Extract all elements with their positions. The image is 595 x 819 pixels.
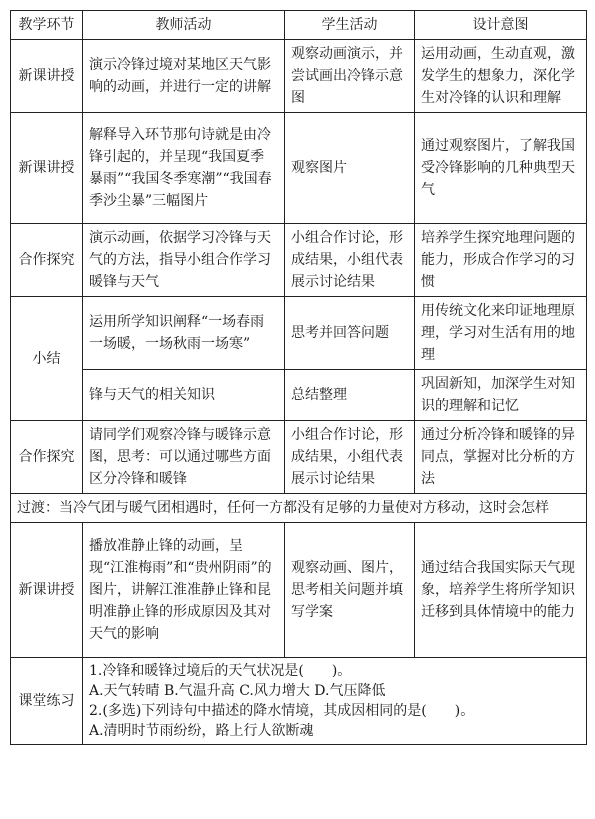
- teacher-cell: 运用所学知识阐释“一场春雨一场暖，一场秋雨一场寒”: [83, 297, 285, 370]
- teacher-cell: 演示冷锋过境对某地区天气影响的动画，并进行一定的讲解: [83, 40, 285, 113]
- phase-cell: 合作探究: [11, 224, 83, 297]
- phase-cell: 新课讲授: [11, 40, 83, 113]
- exercise-line: 1.冷锋和暖锋过境后的天气状况是( )。: [89, 663, 352, 679]
- table-row: [11, 297, 587, 370]
- teacher-cell: 播放准静止锋的动画，呈现“江淮梅雨”和“贵州阴雨”的图片，讲解江淮准静止锋和昆明准静止锋的形成原因及其对天气的影响: [83, 523, 285, 658]
- table-row: [11, 370, 587, 421]
- lesson-plan-table: [10, 10, 587, 745]
- exercise-line: 2.(多选)下列诗句中描述的降水情境，其成因相同的是( )。: [89, 703, 475, 719]
- phase-cell: 新课讲授: [11, 523, 83, 658]
- teacher-cell: 解释导入环节那句诗就是由冷锋引起的，并呈现“我国夏季暴雨”“我国冬季寒潮”“我国春季沙尘暴”三幅图片: [83, 113, 285, 224]
- table-row: [11, 421, 587, 494]
- table-row: [11, 40, 587, 113]
- intent-cell: 通过结合我国实际天气现象，培养学生将所学知识迁移到具体情境中的能力: [415, 523, 587, 658]
- intent-cell: 巩固新知，加深学生对知识的理解和记忆: [415, 370, 587, 421]
- student-cell: 思考并回答问题: [285, 297, 415, 370]
- intent-cell: 通过观察图片，了解我国受冷锋影响的几种典型天气: [415, 113, 587, 224]
- phase-cell: 合作探究: [11, 421, 83, 494]
- teacher-cell: 演示动画，依据学习冷锋与天气的方法，指导小组合作学习暖锋与天气: [83, 224, 285, 297]
- intent-cell: 用传统文化来印证地理原理，学习对生活有用的地理: [415, 297, 587, 370]
- intent-cell: 通过分析冷锋和暖锋的异同点，掌握对比分析的方法: [415, 421, 587, 494]
- intent-cell: 运用动画，生动直观，激发学生的想象力，深化学生对冷锋的认识和理解: [415, 40, 587, 113]
- phase-cell: 课堂练习: [11, 658, 83, 745]
- exercise-line: A.清明时节雨纷纷，路上行人欲断魂: [89, 723, 314, 739]
- header-row: [11, 11, 587, 40]
- table-row: [11, 224, 587, 297]
- student-cell: 观察动画、图片，思考相关问题并填写学案: [285, 523, 415, 658]
- exercise-line: A.天气转晴 B.气温升高 C.风力增大 D.气压降低: [89, 683, 386, 699]
- student-cell: 小组合作讨论，形成结果，小组代表展示讨论结果: [285, 224, 415, 297]
- table-row: [11, 113, 587, 224]
- phase-cell: 新课讲授: [11, 113, 83, 224]
- intent-cell: 培养学生探究地理问题的能力，形成合作学习的习惯: [415, 224, 587, 297]
- transition-text: 过渡：当冷气团与暖气团相遇时，任何一方都没有足够的力量使对方移动，这时会怎样: [11, 494, 587, 523]
- header-teacher: 教师活动: [83, 11, 285, 40]
- header-student: 学生活动: [285, 11, 415, 40]
- exercise-cell: [83, 658, 587, 745]
- student-cell: 小组合作讨论，形成结果，小组代表展示讨论结果: [285, 421, 415, 494]
- header-intent: 设计意图: [415, 11, 587, 40]
- teacher-cell: 锋与天气的相关知识: [83, 370, 285, 421]
- header-phase: 教学环节: [11, 11, 83, 40]
- transition-row: [11, 494, 587, 523]
- table-row: [11, 523, 587, 658]
- phase-cell: 小结: [11, 297, 83, 421]
- teacher-cell: 请同学们观察冷锋与暖锋示意图，思考：可以通过哪些方面区分冷锋和暖锋: [83, 421, 285, 494]
- student-cell: 总结整理: [285, 370, 415, 421]
- student-cell: 观察动画演示，并尝试画出冷锋示意图: [285, 40, 415, 113]
- student-cell: 观察图片: [285, 113, 415, 224]
- practice-row: [11, 658, 587, 745]
